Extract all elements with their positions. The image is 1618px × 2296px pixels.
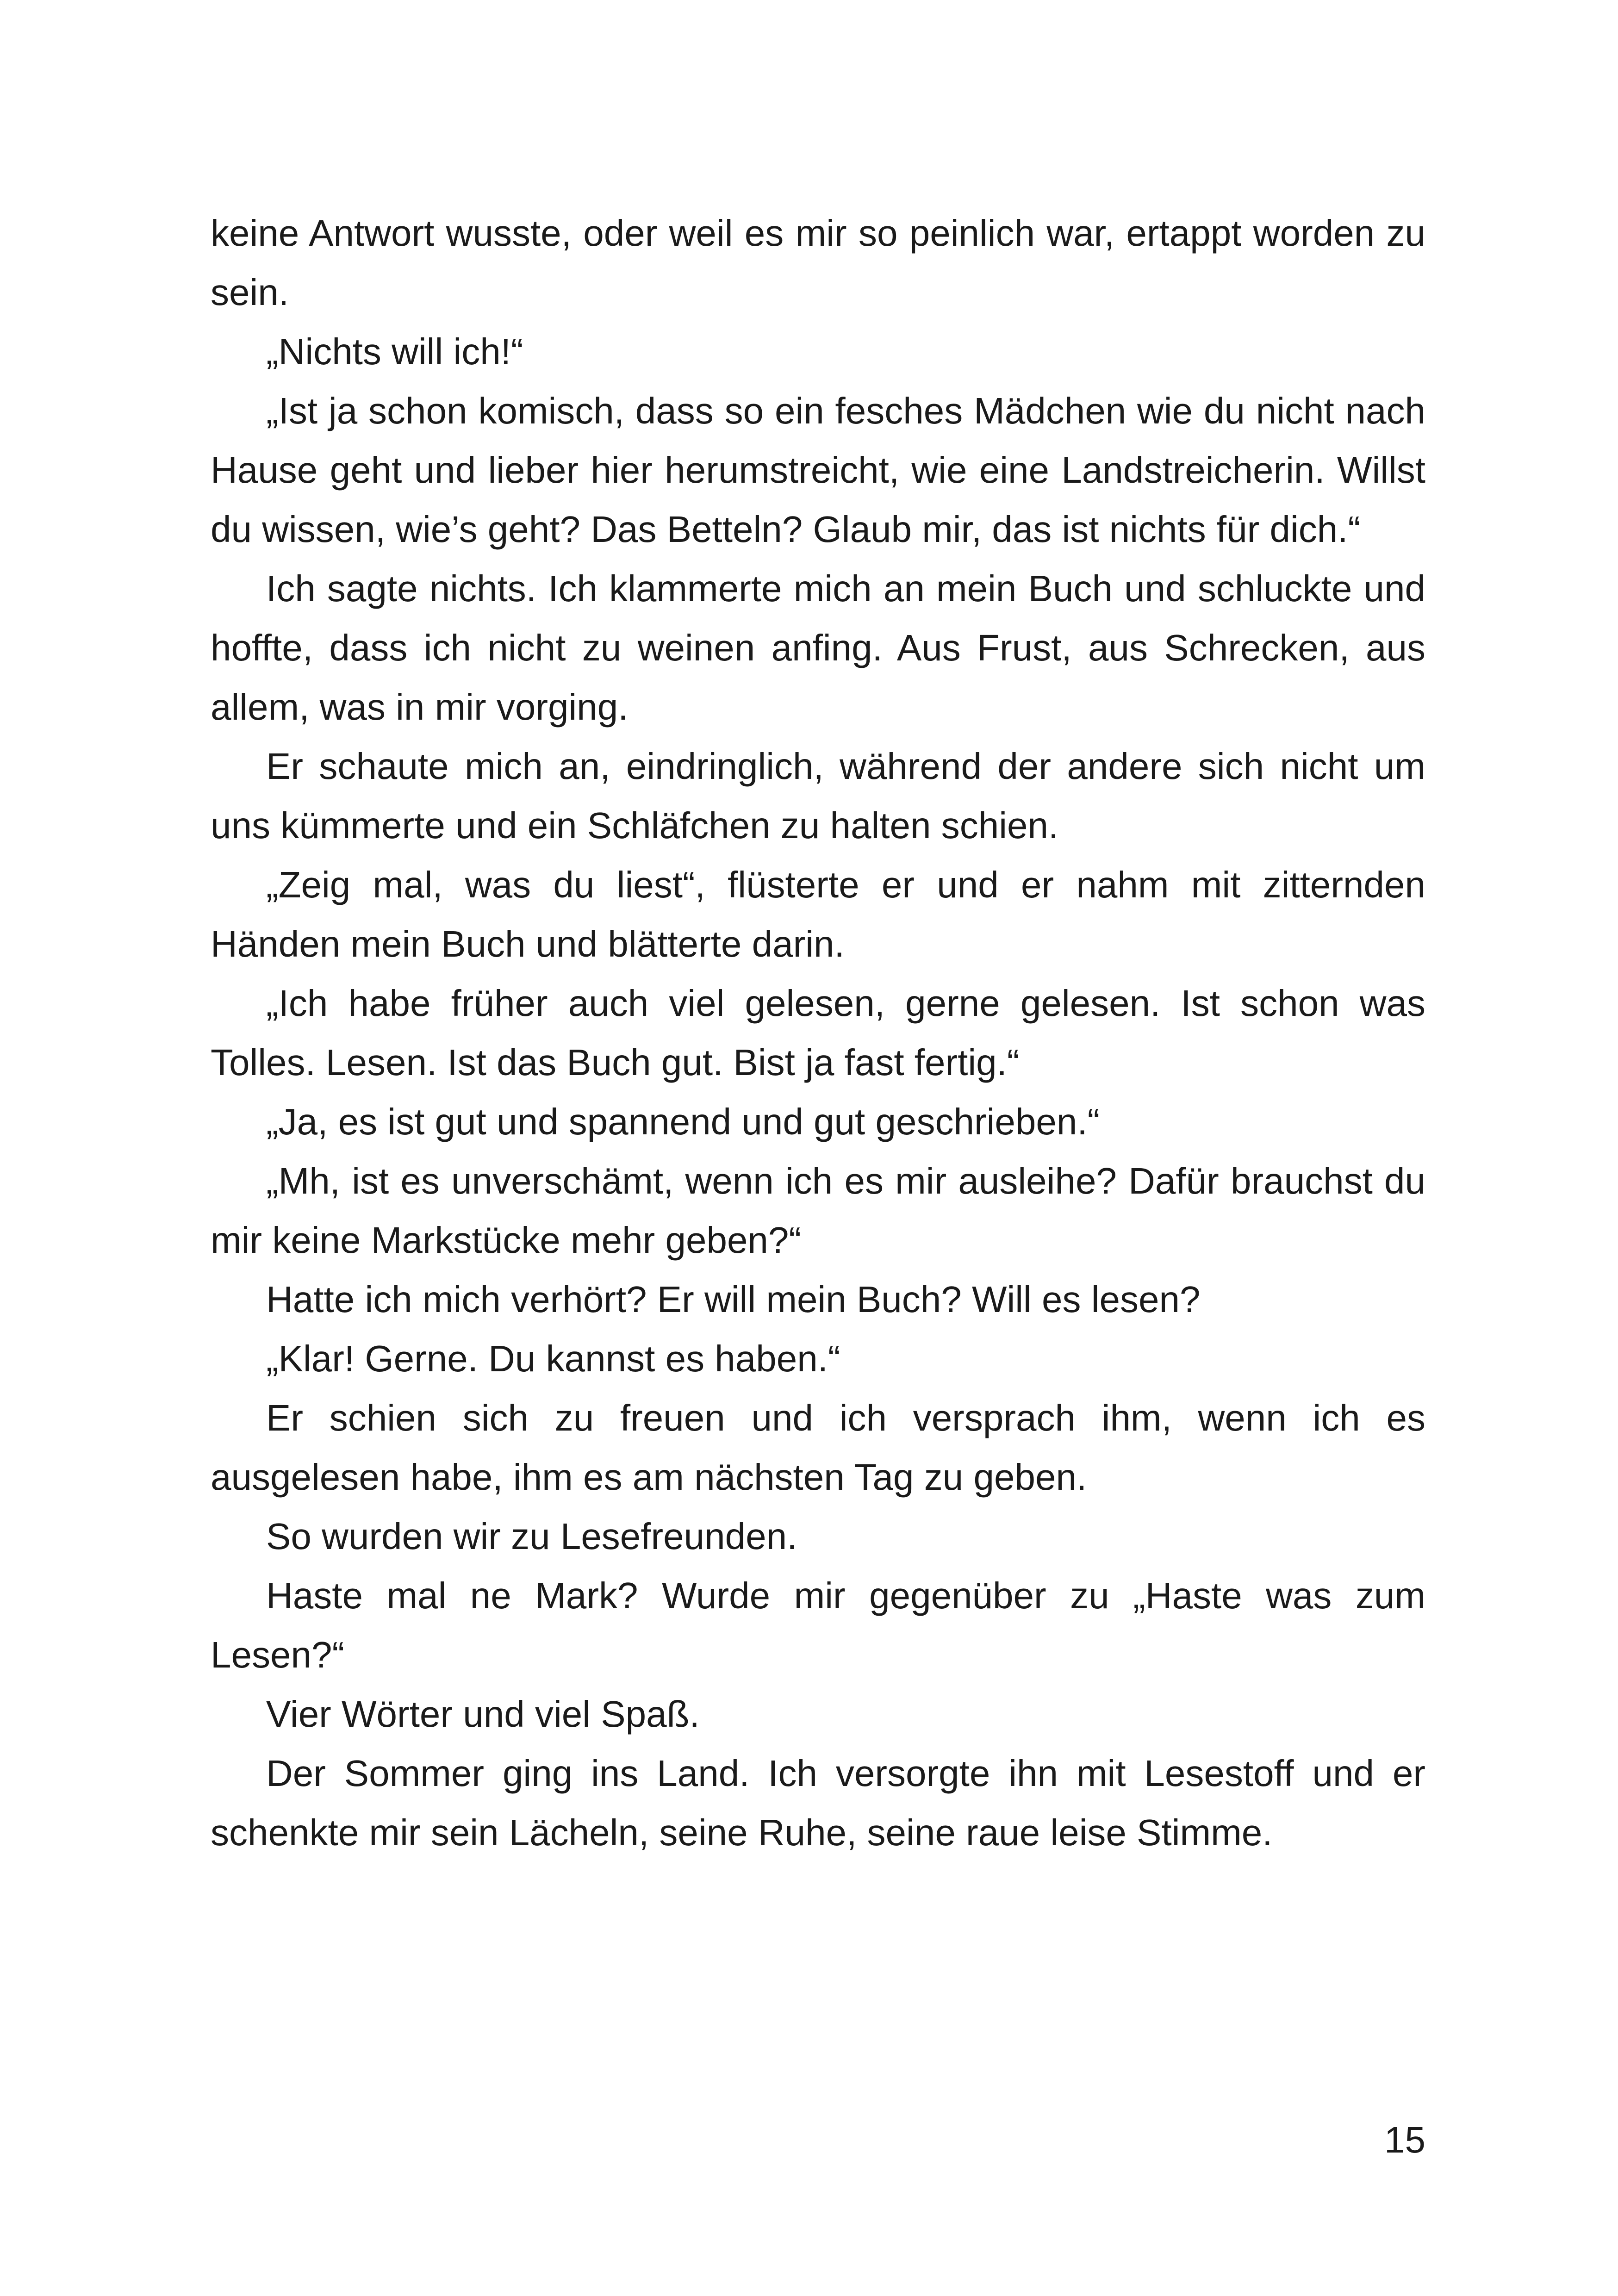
paragraph: „Mh, ist es unverschämt, wenn ich es mir ausleihe? Dafür brauchst du mir keine Markstücke mehr geben?“ (211, 1160, 1425, 1261)
paragraph: Haste mal ne Mark? Wurde mir gegenüber zu „Haste was zum Lesen?“ (211, 1575, 1425, 1675)
paragraph: „Ist ja schon komisch, dass so ein fesches Mädchen wie du nicht nach Hause geht und lieber hier herumstreicht, wie eine Landstreicherin. Willst du wissen, wie’s geht? Das Betteln? Glaub mir, das ist nichts für dich.“ (211, 390, 1425, 550)
paragraph: keine Antwort wusste, oder weil es mir so peinlich war, ertappt worden zu sein. (211, 212, 1425, 313)
page-number: 15 (1384, 2119, 1425, 2160)
paragraph: Er schien sich zu freuen und ich versprach ihm, wenn ich es ausgelesen habe, ihm es am nächsten Tag zu geben. (211, 1397, 1425, 1498)
paragraph: Ich sagte nichts. Ich klammerte mich an mein Buch und schluckte und hoffte, dass ich nicht zu weinen anfing. Aus Frust, aus Schrecken, aus allem, was in mir vorging. (211, 568, 1425, 728)
paragraph: „Ich habe früher auch viel gelesen, gerne gelesen. Ist schon was Tolles. Lesen. Ist das Buch gut. Bist ja fast fertig.“ (211, 983, 1425, 1083)
body-text (211, 204, 1425, 1862)
paragraph: Der Sommer ging ins Land. Ich versorgte ihn mit Lesestoff und er schenkte mir sein Lächeln, seine Ruhe, seine raue leise Stimme. (211, 1753, 1425, 1853)
paragraph: „Nichts will ich!“ (266, 331, 523, 372)
paragraph: So wurden wir zu Lesefreunden. (266, 1516, 797, 1557)
paragraph: „Ja, es ist gut und spannend und gut geschrieben.“ (266, 1101, 1100, 1142)
paragraph: „Zeig mal, was du liest“, flüsterte er und er nahm mit zitternden Händen mein Buch und blätterte darin. (211, 864, 1425, 964)
paragraph: „Klar! Gerne. Du kannst es haben.“ (266, 1338, 840, 1379)
paragraph: Er schaute mich an, eindringlich, während der andere sich nicht um uns kümmerte und ein Schläfchen zu halten schien. (211, 746, 1425, 846)
paragraph: Hatte ich mich verhört? Er will mein Buch? Will es lesen? (266, 1279, 1201, 1320)
paragraph: Vier Wörter und viel Spaß. (266, 1693, 700, 1735)
